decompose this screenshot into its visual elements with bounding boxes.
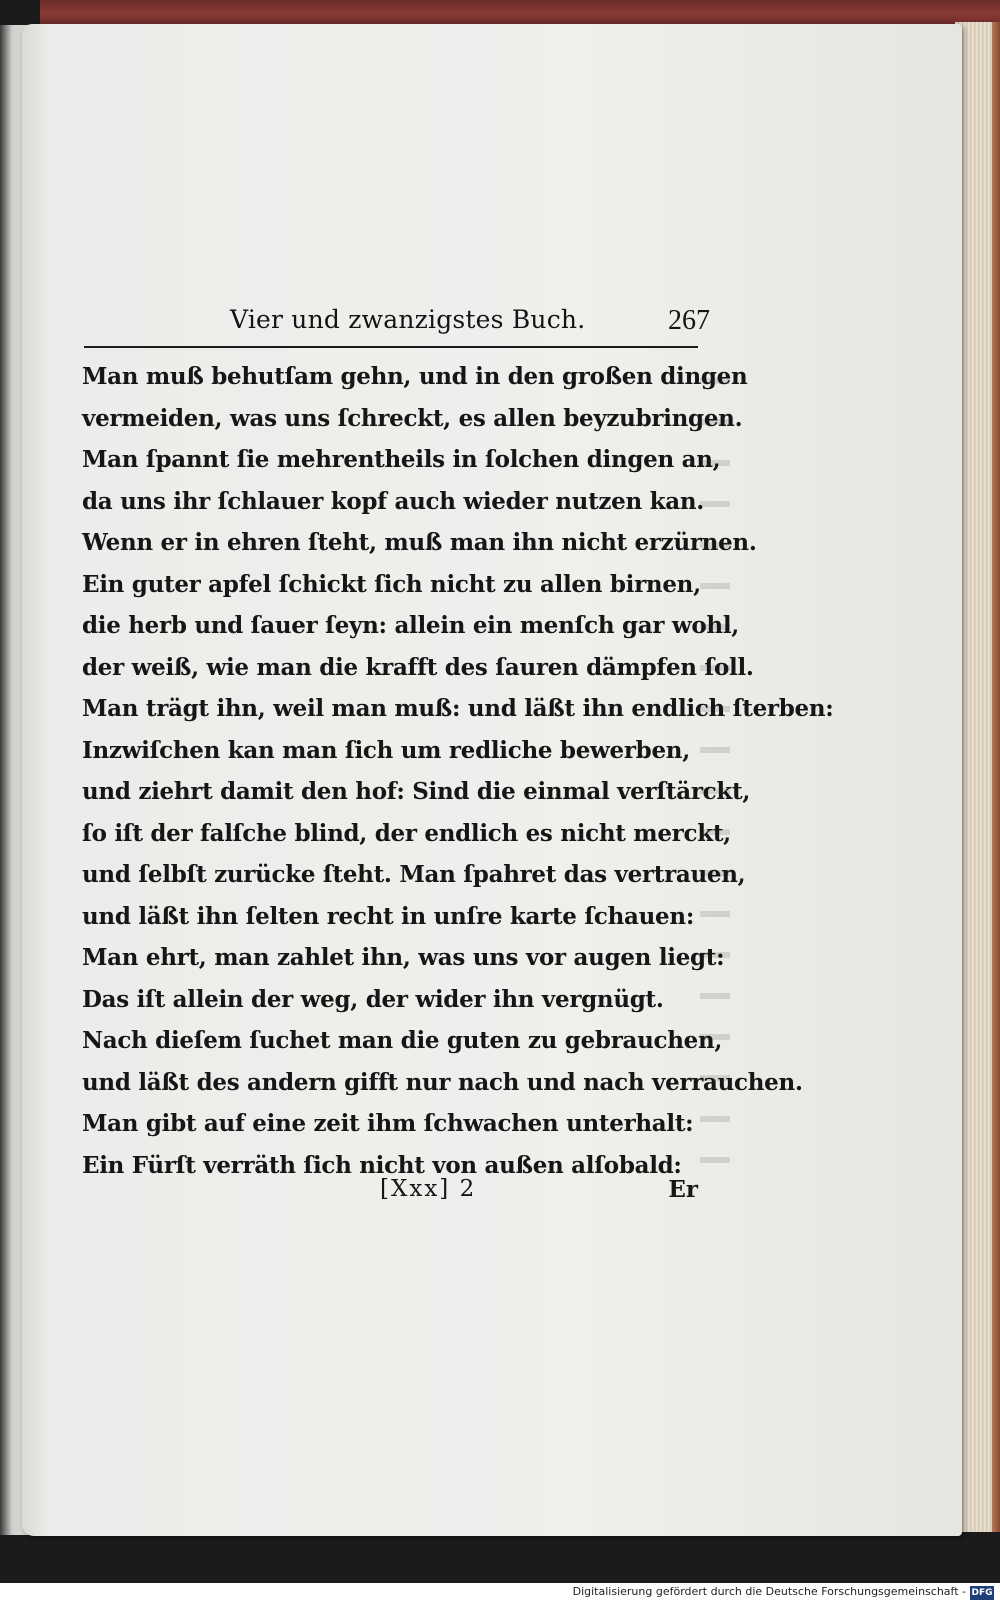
- text-line: und ſelbſt zurücke ſteht. Man ſpahret das vertrauen,: [82, 861, 746, 888]
- text-line: da uns ihr ſchlauer kopf auch wieder nutzen kan.: [82, 487, 705, 515]
- funding-credit: Digitalisierung gefördert durch die Deutsche Forschungsgemeinschaft -: [572, 1585, 966, 1598]
- text-line: Nach dieſem ſuchet man die guten zu gebrauchen,: [82, 1027, 723, 1054]
- page-number: 267: [668, 305, 710, 336]
- cover-edge-right: [992, 22, 1000, 1532]
- text-line: der weiß, wie man die krafft des ſauren dämpfen ſoll.: [82, 653, 754, 681]
- signature-mark: [Xxx] 2: [380, 1176, 477, 1202]
- text-line: und läßt ihn ſelten recht in unſre karte ſchauen:: [82, 902, 695, 930]
- text-line: ſo iſt der falſche blind, der endlich es nicht merckt,: [82, 819, 731, 847]
- running-head: [230, 305, 710, 341]
- text-line: Man trägt ihn, weil man muß: und läßt ihn endlich ſterben:: [82, 695, 834, 722]
- text-line: Man muß behutſam gehn, und in den großen dingen: [82, 363, 748, 390]
- text-line: Das iſt allein der weg, der wider ihn vergnügt.: [82, 985, 664, 1013]
- text-line: und läßt des andern gifft nur nach und nach verrauchen.: [82, 1068, 803, 1096]
- catchword: Er: [668, 1176, 698, 1203]
- header-rule: [84, 346, 698, 348]
- text-line: die herb und ſauer ſeyn: allein ein menſch gar wohl,: [82, 612, 739, 639]
- text-line: Wenn er in ehren ſteht, muß man ihn nicht erzürnen.: [82, 529, 757, 556]
- page-foot: [82, 1176, 698, 1216]
- text-line: Man ehrt, man zahlet ihn, was uns vor augen liegt:: [82, 944, 725, 971]
- text-line: Ein guter apfel ſchickt ſich nicht zu allen birnen,: [82, 570, 701, 598]
- text-line: und ziehrt damit den hof: Sind die einmal verſtärckt,: [82, 778, 751, 805]
- text-line: vermeiden, was uns ſchreckt, es allen beyzubringen.: [82, 404, 743, 432]
- running-title: Vier und zwanzigstes Buch.: [230, 305, 586, 334]
- text-line: Man ſpannt ſie mehrentheils in ſolchen dingen an,: [82, 446, 721, 473]
- poem-text: [82, 356, 834, 1186]
- dfg-logo: DFG: [971, 1588, 993, 1598]
- text-line: Ein Fürſt verräth ſich nicht von außen alſobald:: [82, 1151, 682, 1179]
- text-line: Inzwiſchen kan man ſich um redliche bewerben,: [82, 736, 690, 764]
- text-line: Man gibt auf eine zeit ihm ſchwachen unterhalt:: [82, 1110, 694, 1137]
